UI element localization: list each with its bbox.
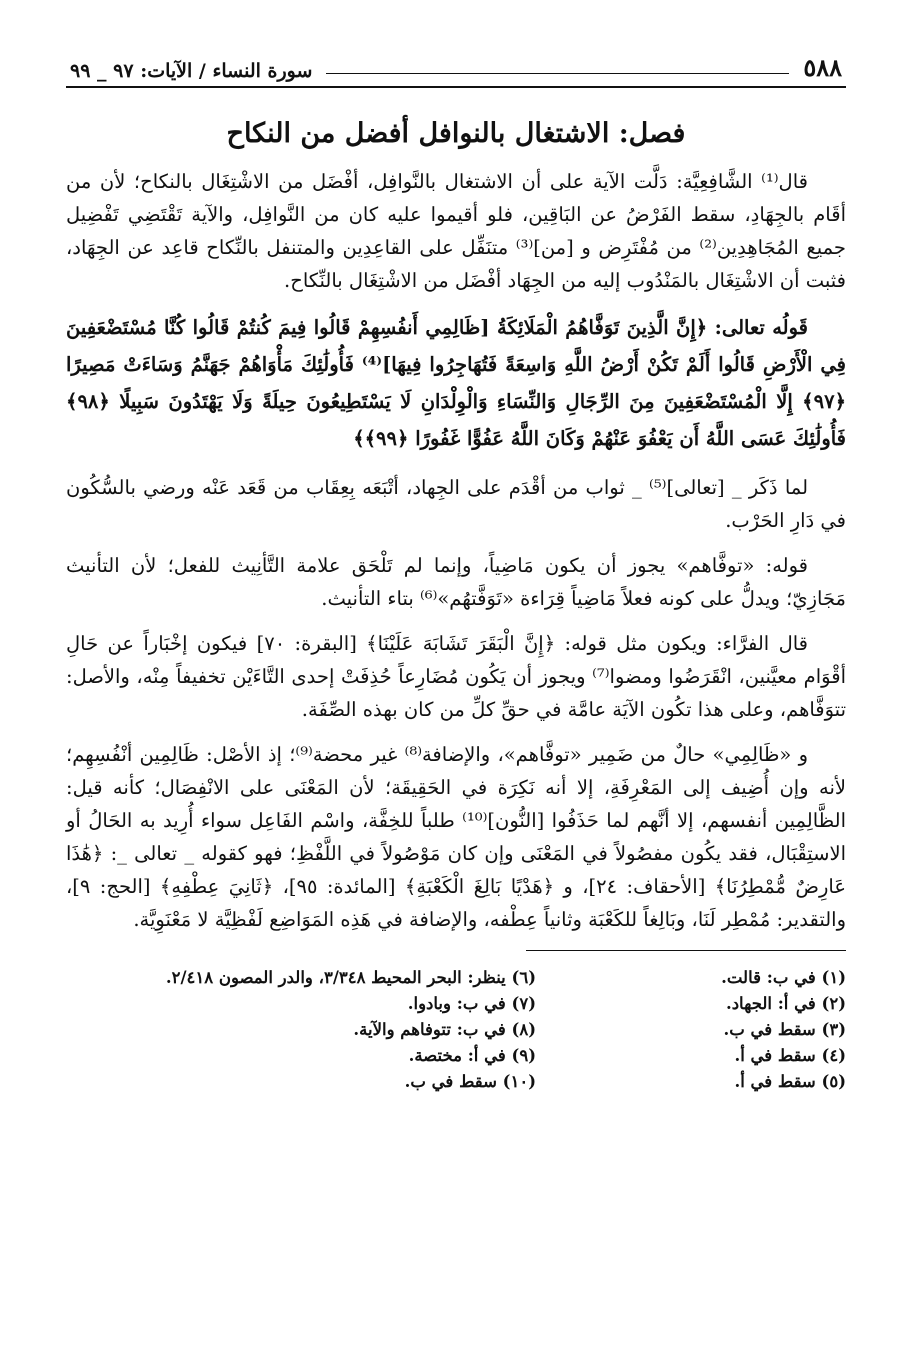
paragraph-text: قال⁽¹⁾ الشَّافِعِيَّة: دَلَّت الآية على أن الاشتغال بالنَّوافِل، أفْضَل من الاشْتِغَال بالنكاح؛ لأن من أقَام بالجِهَادِ، سقط الفَرْضُ عن البَاقِين، فلو أقيموا عليه كان من النَّوافِل، والآية تَقْتَضِي تَفْضِيل جميع المُجَاهِدِين⁽²⁾ من مُفْتَرِض و [من]⁽³⁾ متنَفِّل على القاعِدِين والمتنفل بالنِّكاح قاعِد عن الجِهَاد، فثبت أن الاشْتِغَال بالمَنْدُوب إليه من الجِهَاد أفْضَل من الاشْتِغَال بالنِّكاح. [66, 170, 846, 292]
paragraph-text: لما ذَكَر _ [تعالى]⁽⁵⁾ _ ثواب من أقْدَم على الجِهاد، أتْبَعَه بِعِقَاب من قَعَد عَنْه ورضي بالسُّكُون في دَارِ الحَرْب. [66, 476, 846, 532]
footnote: (٦) ينظر: البحر المحيط ٣/٣٤٨، والدر المصون ٢/٤١٨. [165, 968, 536, 987]
footnote: (٤) سقط في أ. [734, 1046, 846, 1065]
footnote: (١) في ب: قالت. [721, 968, 846, 987]
sura-info: سورة النساء / الآيات: ٩٧ _ ٩٩ [70, 60, 313, 82]
section-title: فصل: الاشتغال بالنوافل أفضل من النكاح [226, 118, 686, 149]
page-number: ٥٨٨ [803, 53, 842, 82]
footnotes-column-left [66, 965, 536, 1095]
quran-verses [66, 309, 846, 457]
book-page [66, 48, 846, 1372]
paragraph-text: قَولُه تعالى: ﴿إِنَّ الَّذِينَ تَوَفَّاهُمُ الْمَلَائِكَةُ [ظَالِمِي أَنفُسِهِمْ قَالُوا فِيمَ كُنتُمْ قَالُوا كُنَّا مُسْتَضْعَفِينَ فِي الْأَرْضِ قَالُوا أَلَمْ تَكُنْ أَرْضُ اللَّهِ وَاسِعَةً فَتُهَاجِرُوا فِيهَا]⁽⁴⁾ فَأُولَٰئِكَ مَأْوَاهُمْ جَهَنَّمُ وَسَاءَتْ مَصِيرًا ﴿٩٧﴾ إِلَّا الْمُسْتَضْعَفِينَ مِنَ الرِّجَالِ وَالنِّسَاءِ وَالْوِلْدَانِ لَا يَسْتَطِيعُونَ حِيلَةً وَلَا يَهْتَدُونَ سَبِيلًا ﴿٩٨﴾ فَأُولَٰئِكَ عَسَى اللَّهُ أَن يَعْفُوَ عَنْهُمْ وَكَانَ اللَّهُ عَفُوًّا غَفُورًا ﴿٩٩﴾﴾ [66, 316, 846, 450]
paragraph-text: و «ظَالِمِي» حالٌ من ضَمِير «توفَّاهم»، والإضافة⁽⁸⁾ غير محضة⁽⁹⁾؛ إذ الأصْل: ظَالِمِين أنْفُسِهِم؛ لأنه وإن أُضِيف إلى المَعْرِفَةِ، إلا أنه نَكِرَة في الحَقِيقَة؛ لأن المَعْنَى على الانْفِصَال؛ كأنه قيل: الظَّالِمِين أنفسهم، إلا أنَّهم لما حَذَفُوا [النُّون]⁽¹⁰⁾ طلباً للخِفَّة، واسْم الفَاعِل سواء أُرِيد به الحَالُ أو الاستِقْبَال، فقد يكُون مفصُولاً في المَعْنَى وإن كان مَوْصُولاً في اللَّفْظِ؛ فهو كقوله _ تعالى _: ﴿هَٰذَا عَارِضٌ مُّمْطِرُنَا﴾ [الأحقاف: ٢٤]، و ﴿هَدْيًا بَالِغَ الْكَعْبَةِ﴾ [المائدة: ٩٥]، ﴿ثَانِيَ عِطْفِهِ﴾ [الحج: ٩]، والتقدير: مُمْطِر لَنَا، وبَالِغاً للكَعْبَة وثانياً عِطْفه، والإضافة في هَذِه المَوَاضِع لَفْظِيَّة لا مَعْنَوِيَّة. [66, 743, 846, 931]
footnote: (١٠) سقط في ب. [404, 1072, 536, 1091]
body-text [66, 165, 846, 936]
paragraph-context [66, 471, 846, 537]
footnote: (٧) في ب: وبادوا. [407, 994, 536, 1013]
header-rule [326, 73, 789, 74]
footnote: (٨) في ب: تتوفاهم والآية. [353, 1020, 536, 1039]
footnote: (٢) في أ: الجهاد. [725, 994, 846, 1013]
paragraph-text: قوله: «توفَّاهم» يجوز أن يكون مَاضِياً، وإنما لم تَلْحَق علامة التَّأنِيث للفعل؛ لأن التأنيث مَجَازِيّ؛ ويدلُّ على كونه فعلاً مَاضِياً قِرَاءة «تَوَفَّتهُم»⁽⁶⁾ بتاء التأنيث. [66, 554, 846, 610]
footnotes-column-right [646, 965, 846, 1095]
footnote: (٩) في أ: مختصة. [408, 1046, 536, 1065]
paragraph-shafiiyya [66, 165, 846, 297]
paragraph-zalimi [66, 738, 846, 936]
paragraph-farra [66, 627, 846, 726]
paragraph-tawaffahum [66, 549, 846, 615]
paragraph-text: قال الفرَّاء: ويكون مثل قوله: ﴿إِنَّ الْبَقَرَ تَشَابَهَ عَلَيْنَا﴾ [البقرة: ٧٠] فيكون إخْبَاراً عن حَالِ أقْوَام معيَّنين، انْقَرَضُوا ومضوا⁽⁷⁾ ويجوز أن يَكُون مُضَارِعاً حُذِفَتْ إحدى التَّاءَيْن تخفيفاً مِنْه، والأصل: تتوَفَّاهم، وعلى هذا تكُون الآيَة عامَّة في حقِّ كلِّ من كان بهذه الصِّفَة. [66, 632, 846, 721]
page-header [66, 48, 846, 88]
footnote-separator [526, 950, 846, 951]
footnote: (٥) سقط في أ. [734, 1072, 846, 1091]
footnotes [66, 965, 846, 1095]
footnote: (٣) سقط في ب. [723, 1020, 846, 1039]
